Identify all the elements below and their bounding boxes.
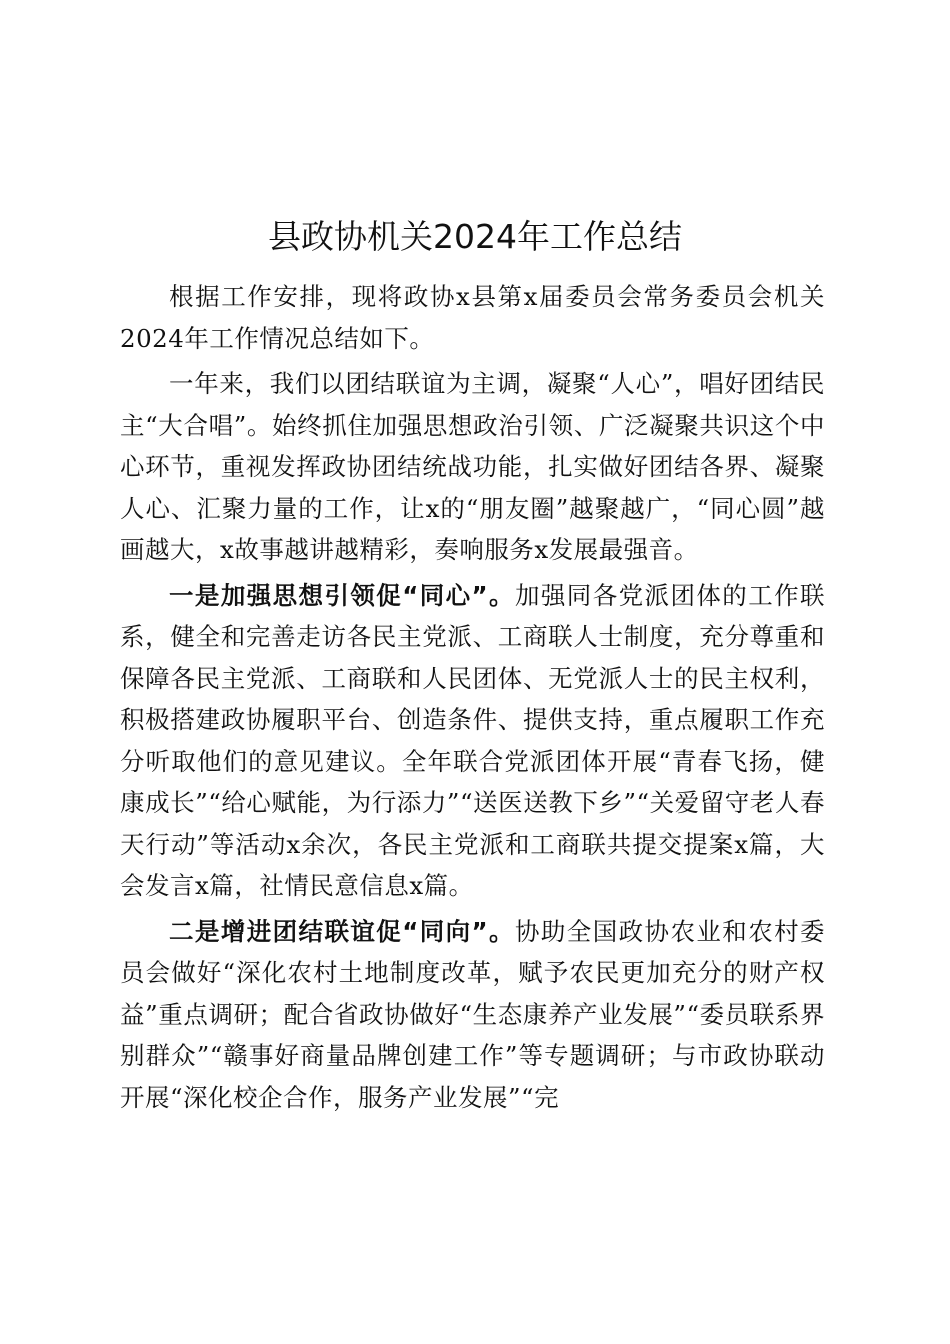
paragraph-lead: 一是加强思想引领促“同心”。 <box>169 580 515 610</box>
paragraph-lead: 二是增进团结联谊促“同向”。 <box>169 916 515 946</box>
paragraph-section-one <box>120 575 825 907</box>
document-title: 县政协机关2024年工作总结 <box>268 217 682 256</box>
paragraph-text: 加强同各党派团体的工作联系，健全和完善走访各民主党派、工商联人士制度，充分尊重和保障各民主党派、工商联和人民团体、无党派人士的民主权利，积极搭建政协履职平台、创造条件、提供支持，重点履职工作充分听取他们的意见建议。全年联合党派团体开展“青春飞扬，健康成长”“给心赋能，为行添力”“送医送教下乡”“关爱留守老人春天行动”等活动x余次，各民主党派和工商联共提交提案x篇，大会发言x篇，社情民意信息x篇。 <box>120 580 826 900</box>
paragraph-text: 协助全国政协农业和农村委员会做好“深化农村土地制度改革，赋予农民更加充分的财产权益”重点调研；配合省政协做好“生态康养产业发展”“委员联系界别群众”“赣事好商量品牌创建工作”等专题调研；与市政协联动开展“深化校企合作，服务产业发展”“完 <box>120 916 826 1112</box>
paragraph-intro <box>120 276 825 359</box>
paragraph-overview <box>120 363 825 571</box>
paragraph-text: 一年来，我们以团结联谊为主调，凝聚“人心”，唱好团结民主“大合唱”。始终抓住加强思想政治引领、广泛凝聚共识这个中心环节，重视发挥政协团结统战功能，扎实做好团结各界、凝聚人心、汇聚力量的工作，让x的“朋友圈”越聚越广，“同心圆”越画越大，x故事越讲越精彩，奏响服务x发展最强音。 <box>120 369 825 564</box>
paragraph-text: 根据工作安排，现将政协x县第x届委员会常务委员会机关2024年工作情况总结如下。 <box>120 282 825 353</box>
document-body <box>120 276 825 1122</box>
paragraph-section-two <box>120 911 825 1119</box>
